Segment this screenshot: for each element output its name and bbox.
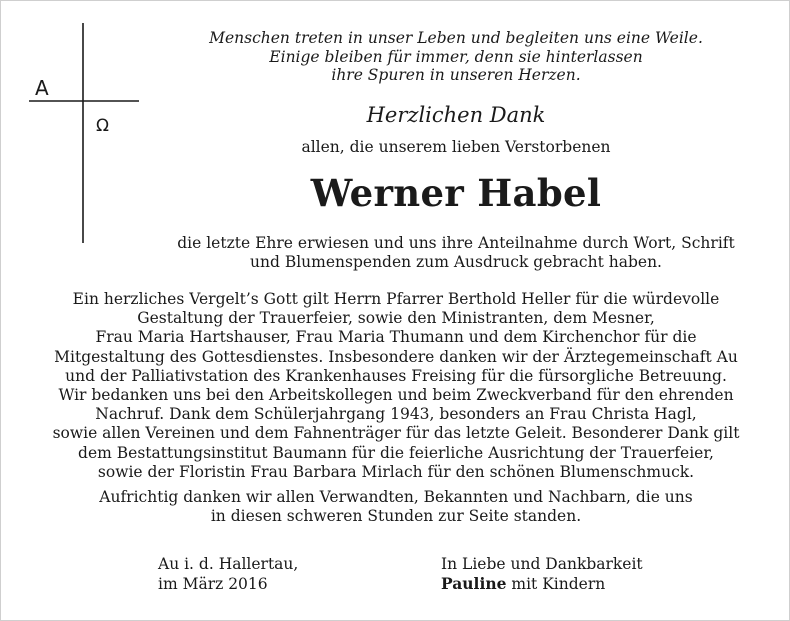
- body-line: Gestaltung der Trauerfeier, sowie den Ministranten, dem Mesner,: [137, 309, 655, 328]
- intro-line: ihre Spuren in unseren Herzen.: [331, 66, 581, 84]
- intro-verse: [151, 29, 761, 85]
- body-line: sowie allen Vereinen und dem Fahnenträger für das letzte Geleit. Besonderer Dank gilt: [52, 424, 740, 443]
- signer-rest: mit Kindern: [506, 575, 606, 593]
- body-line: Frau Maria Hartshauser, Frau Maria Thumann und dem Kirchenchor für die: [95, 328, 697, 347]
- alpha-symbol: A: [35, 76, 49, 100]
- omega-symbol: Ω: [96, 116, 109, 136]
- intro-line: Einige bleiben für immer, denn sie hinterlassen: [269, 47, 643, 66]
- attendance-line: und Blumenspenden zum Ausdruck gebracht haben.: [250, 253, 662, 271]
- signature-date: im März 2016: [158, 575, 268, 593]
- closing-phrase: In Liebe und Dankbarkeit: [441, 555, 643, 573]
- signature-closing: [441, 554, 643, 594]
- deceased-name: Werner Habel: [310, 171, 602, 215]
- final-line: in diesen schweren Stunden zur Seite standen.: [210, 507, 582, 526]
- final-line: Aufrichtig danken wir allen Verwandten, Bekannten und Nachbarn, die uns: [99, 488, 693, 507]
- attendance-line: die letzte Ehre erwiesen und uns ihre Anteilnahme durch Wort, Schrift: [177, 234, 735, 252]
- body-line: sowie der Floristin Frau Barbara Mirlach für den schönen Blumenschmuck.: [97, 462, 695, 481]
- signer-line: [441, 574, 643, 594]
- thanks-heading: Herzlichen Dank: [366, 103, 546, 127]
- body-line: Ein herzliches Vergelt’s Gott gilt Herrn Pfarrer Berthold Heller für die würdevolle: [72, 290, 720, 308]
- body-line: dem Bestattungsinstitut Baumann für die feierliche Ausrichtung der Trauerfeier,: [78, 443, 714, 462]
- cross-alpha-omega-icon: [29, 23, 139, 243]
- dedication-line: allen, die unserem lieben Verstorbenen: [301, 138, 611, 156]
- body-line: Mitgestaltung des Gottesdienstes. Insbesondere danken wir der Ärztegemeinschaft Au: [54, 347, 738, 366]
- signature-place: Au i. d. Hallertau,: [158, 555, 299, 573]
- body-line: und der Palliativstation des Krankenhauses Freising für die fürsorgliche Betreuung.: [65, 366, 727, 385]
- intro-line: Menschen treten in unser Leben und begleiten uns eine Weile.: [209, 29, 703, 47]
- signer-name: Pauline: [441, 574, 507, 593]
- attendance-text: [121, 234, 790, 272]
- signature-place-date: [158, 554, 298, 594]
- acknowledgements: [15, 290, 777, 526]
- body-line: Nachruf. Dank dem Schülerjahrgang 1943, besonders an Frau Christa Hagl,: [95, 405, 697, 424]
- body-line: Wir bedanken uns bei den Arbeitskollegen und beim Zweckverband für den ehrenden: [58, 386, 734, 405]
